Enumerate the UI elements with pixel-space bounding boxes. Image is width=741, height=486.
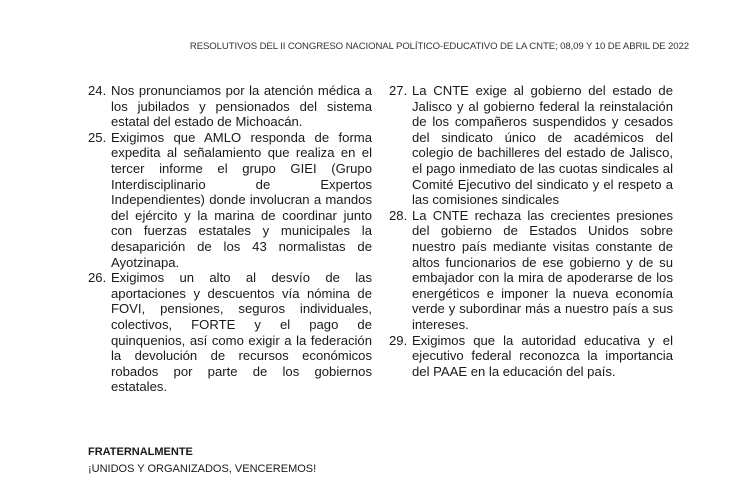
resolution-item-26 [88,270,372,395]
resolution-item-25 [88,130,372,270]
resolution-item-24 [88,83,372,130]
closing-slogan: ¡UNIDOS Y ORGANIZADOS, VENCEREMOS! [88,463,317,475]
closing-block [88,444,316,478]
item-text: La CNTE exige al gobierno del estado de Jalisco y al gobierno federal la reinstalación de los compañeros suspendidos y cesados del sindicato único de académicos del colegio de bachilleres del estado de Jalisco, el pago inmediato de las cuotas sindicales al Comité Ejecutivo del sindicato y el respeto a las comisiones sindicales [412,83,673,208]
item-text: Nos pronunciamos por la atención médica a los jubilados y pensionados del sistema estatal del estado de Michoacán. [111,83,372,130]
item-number: 24. [88,83,107,98]
item-text: Exigimos que la autoridad educativa y el ejecutivo federal reconozca la importancia del PAAE en la educación del país. [412,332,673,379]
closing-salutation: FRATERNALMENTE [88,446,193,458]
item-number: 26. [88,270,107,286]
item-number: 25. [88,129,107,145]
right-column [389,83,673,379]
item-text: Exigimos un alto al desvío de las aportaciones y descuentos vía nómina de FOVI, pensiones, seguros individuales, colectivos, FORTE y el pago de quinquenios, así como exigir a la federación la devolución de recursos económicos robados por parte de los gobiernos estatales. [111,270,372,395]
item-text: Exigimos que AMLO responda de forma expedita al señalamiento que realiza en el tercer informe el grupo GIEI (Grupo Interdisciplinario de Expertos Independientes) donde involucran a mandos del ejército y la marina de coordinar junto con fuerzas estatales y municipales la desaparición de los 43 normalistas de Ayotzinapa. [111,129,372,270]
resolution-item-28 [389,208,673,333]
left-column [88,83,372,395]
item-number: 28. [389,207,408,223]
document-header: RESOLUTIVOS DEL II CONGRESO NACIONAL POLÍTICO-EDUCATIVO DE LA CNTE; 08,09 Y 10 DE ABRIL DE 2022 [189,41,689,52]
item-text: La CNTE rechaza las crecientes presiones del gobierno de Estados Unidos sobre nuestro país mediante visitas constante de altos funcionarios de ese gobierno y de su embajador con la mira de apoderarse de los energéticos e imponer la nueva economía verde y subordinar más a nuestro país a sus intereses. [412,207,673,332]
resolution-item-29 [389,333,673,380]
item-number: 27. [389,83,408,98]
item-number: 29. [389,332,408,348]
resolution-item-27 [389,83,673,208]
